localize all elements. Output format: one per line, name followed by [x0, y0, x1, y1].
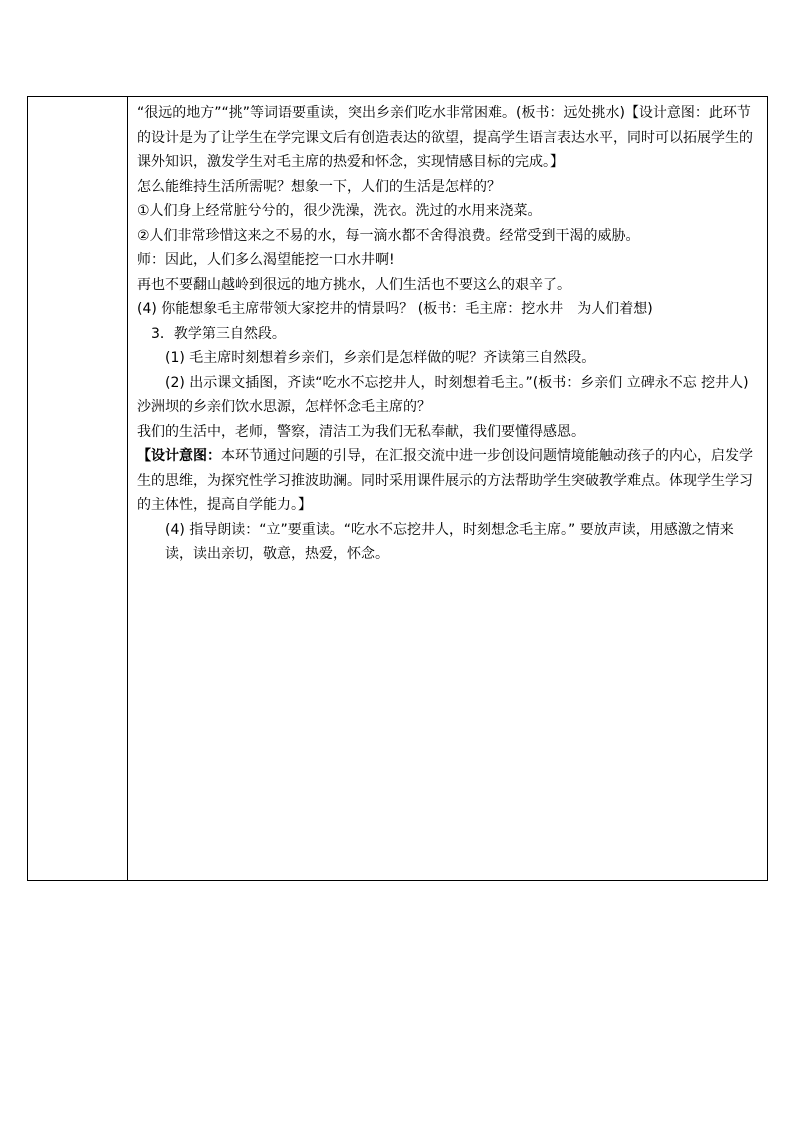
paragraph-reading-guidance: (4) 指导朗读：“立”要重读。“吃水不忘挖井人，时刻想念毛主席。” 要放声读，用感激之情来读，读出亲切，敬意，热爱，怀念。 [165, 521, 734, 562]
paragraph-point-1: ①人们身上经常脏兮兮的，很少洗澡，洗衣。洗过的水用来浇菜。 [137, 203, 542, 219]
paragraph-no-more-hardship: 再也不要翻山越岭到很远的地方挑水，人们生活也不要这么的艰辛了。 [137, 276, 571, 293]
lesson-plan-table [27, 96, 768, 881]
paragraph-show-illustration: (2) 出示课文插图，齐读“吃水不忘挖井人，时刻想着毛主。”(板书：乡亲们 立碑永不忘 挖井人) [165, 374, 749, 391]
paragraph-life-question: 怎么能维持生活所需呢？想象一下，人们的生活是怎样的？ [137, 178, 501, 195]
paragraph-villagers-response: (1) 毛主席时刻想着乡亲们，乡亲们是怎样做的呢？齐读第三自然段。 [165, 350, 596, 366]
design-intent-label: 【设计意图： [137, 448, 221, 464]
paragraph-point-2: ②人们非常珍惜这来之不易的水，每一滴水都不舍得浪费。经常受到干渴的威胁。 [137, 227, 640, 244]
paragraph-gratitude: 我们的生活中，老师，警察，清洁工为我们无私奉献，我们要懂得感恩。 [137, 423, 585, 440]
table-left-cell [28, 97, 128, 880]
paragraph-imagine-digging: (4) 你能想象毛主席带领大家挖井的情景吗？ (板书：毛主席：挖水井 为人们着想) [137, 301, 653, 317]
paragraph-teacher-line: 师：因此，人们多么渴望能挖一口水井啊! [137, 252, 395, 268]
section-third-paragraph: 3．教学第三自然段。 [151, 325, 286, 342]
design-intent-text: 本环节通过问题的引导，在汇报交流中进一步创设问题情境能触动孩子的内心，启发学生的思维，为探究性学习推波助澜。同时采用课件展示的方法帮助学生突破教学难点。体现学生学习的主体性，提高自学能力。】 [137, 448, 753, 513]
table-content-cell [129, 97, 767, 880]
paragraph-remember-source: 沙洲坝的乡亲们饮水思源，怎样怀念毛主席的？ [137, 399, 431, 415]
paragraph-heavy-reading: “很远的地方”“挑”等词语要重读，突出乡亲们吃水非常困难。(板书：远处挑水)【设计意图：此环节的设计是为了让学生在学完课文后有创造表达的欲望，提高学生语言表达水平，同时可以拓展学生的课外知识，激发学生对毛主席的热爱和怀念，实现情感目标的完成。】 [137, 105, 753, 170]
paragraph-design-intent [137, 444, 761, 518]
